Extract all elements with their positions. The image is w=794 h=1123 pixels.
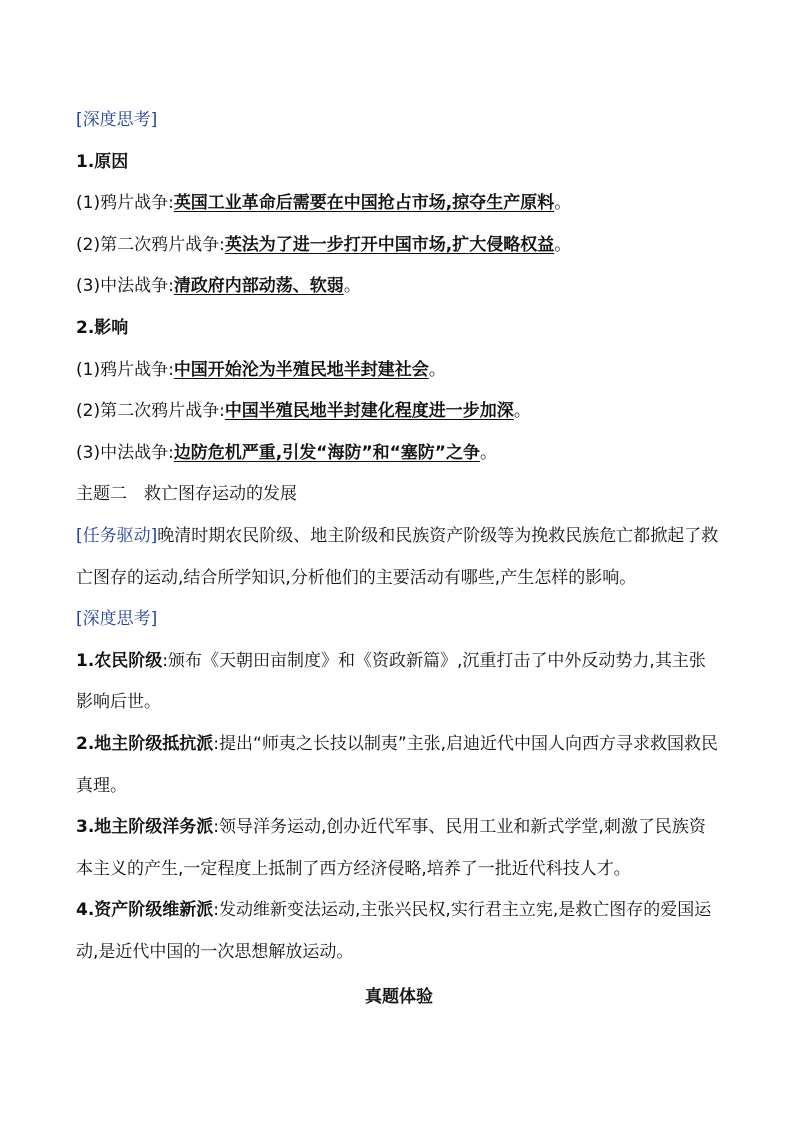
- deep-thinking-tag: [深度思考]: [76, 609, 158, 630]
- cause-item: [76, 225, 722, 267]
- cause-label: (2)第二次鸦片战争:: [76, 234, 225, 255]
- point-head: 3.地主阶级洋务派: [76, 817, 214, 838]
- cause-item: [76, 266, 722, 308]
- effect-label: (1)鸦片战争:: [76, 359, 174, 380]
- task-text: 晚清时期农民阶级、地主阶级和民族资产阶级等为挽救民族危亡都掀起了救亡图存的运动,结合所学知识,分析他们的主要活动有哪些,产生怎样的影响。: [76, 525, 719, 588]
- content-area: [76, 100, 722, 1019]
- point-head: 1.农民阶级: [76, 650, 163, 671]
- task-tag: [任务驱动]: [76, 525, 158, 546]
- effect-item: [76, 391, 722, 433]
- cause-answer: 清政府内部动荡、软弱: [173, 276, 344, 297]
- effect-answer: 边防危机严重,引发“海防”和“塞防”之争: [173, 442, 480, 463]
- point-item: [76, 641, 722, 724]
- point-text: :提出“师夷之长技以制夷”主张,启迪近代中国人向西方寻求救国救民真理。: [76, 733, 719, 796]
- cause-end: 。: [343, 276, 361, 297]
- effect-item: [76, 350, 722, 392]
- effect-end: 。: [479, 442, 497, 463]
- section-heading: 真题体验: [365, 987, 433, 1008]
- point-head: 2.地主阶级抵抗派: [76, 733, 214, 754]
- deep-thinking-tag: [深度思考]: [76, 110, 158, 130]
- point-item: [76, 724, 722, 807]
- effect-end: 。: [428, 359, 446, 380]
- topic-title: 主题二 救亡图存运动的发展: [76, 484, 297, 505]
- point-item: [76, 807, 722, 890]
- point-text: :颁布《天朝田亩制度》和《资政新篇》,沉重打击了中外反动势力,其主张影响后世。: [76, 650, 706, 713]
- effect-item: [76, 433, 722, 475]
- cause-answer: 英国工业革命后需要在中国抢占市场,掠夺生产原料: [173, 193, 555, 214]
- cause-label: (3)中法战争:: [76, 276, 174, 297]
- cause-item: [76, 183, 722, 225]
- cause-heading: 1.原因: [76, 151, 129, 172]
- effect-label: (2)第二次鸦片战争:: [76, 401, 225, 422]
- point-head: 4.资产阶级维新派: [76, 900, 214, 921]
- effect-answer: 中国半殖民地半封建化程度进一步加深: [224, 401, 514, 422]
- effect-label: (3)中法战争:: [76, 442, 174, 463]
- cause-end: 。: [554, 193, 572, 214]
- effect-end: 。: [513, 401, 531, 422]
- point-item: [76, 890, 722, 973]
- cause-end: 。: [554, 234, 572, 255]
- effect-heading: 2.影响: [76, 317, 129, 338]
- task-paragraph: [76, 516, 722, 599]
- point-text: :发动维新变法运动,主张兴民权,实行君主立宪,是救亡图存的爱国运动,是近代中国的一次思想解放运动。: [76, 900, 712, 962]
- effect-answer: 中国开始沦为半殖民地半封建社会: [173, 359, 429, 380]
- point-text: :领导洋务运动,创办近代军事、民用工业和新式学堂,刺激了民族资本主义的产生,一定程度上抵制了西方经济侵略,培养了一批近代科技人才。: [76, 817, 706, 879]
- cause-answer: 英法为了进一步打开中国市场,扩大侵略权益: [224, 234, 555, 255]
- cause-label: (1)鸦片战争:: [76, 193, 174, 214]
